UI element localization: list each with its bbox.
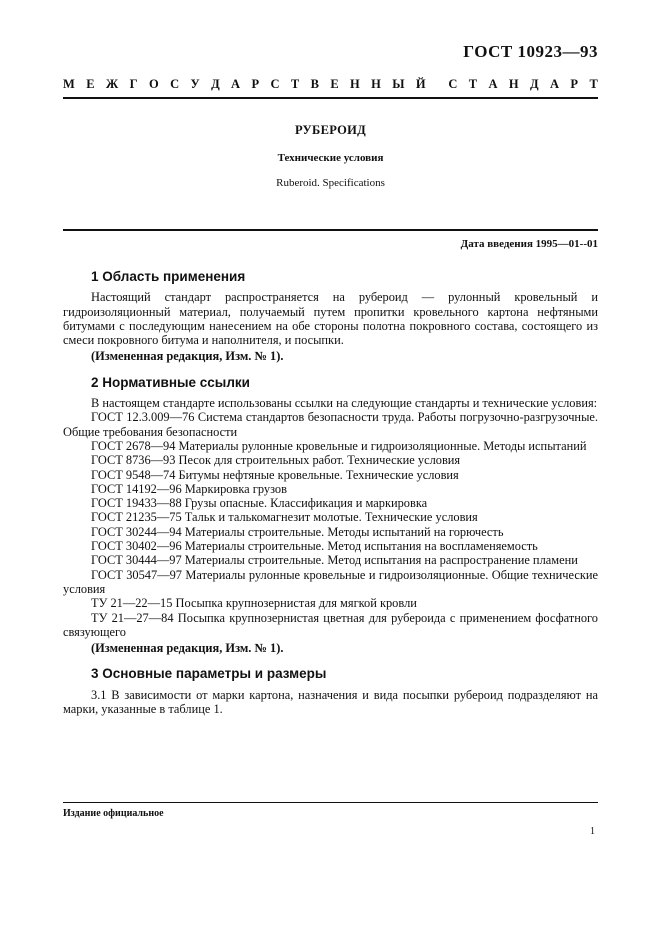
banner-letter: Г — [129, 77, 138, 91]
banner-letter: С — [448, 77, 458, 91]
banner-letter: С — [270, 77, 280, 91]
reference-item: ГОСТ 30244—94 Материалы строительные. Методы испытаний на горючесть — [91, 524, 504, 539]
section-1-amendment-note: (Измененная редакция, Изм. № 1). — [91, 349, 284, 364]
banner-letter: А — [550, 77, 560, 91]
title-rule — [63, 229, 598, 231]
reference-item: ГОСТ 9548—74 Битумы нефтяные кровельные. Технические условия — [91, 467, 459, 482]
header-rule — [63, 97, 598, 99]
section-2-intro: В настоящем стандарте использованы ссылки на следующие стандарты и технические условия: — [91, 396, 598, 411]
banner-letter: Д — [211, 77, 220, 91]
banner-letter: С — [170, 77, 180, 91]
banner-letter: Р — [251, 77, 260, 91]
standard-number: ГОСТ 10923—93 — [463, 42, 598, 61]
section-2-amendment-note: (Измененная редакция, Изм. № 1). — [91, 641, 284, 656]
section-3-heading: 3 Основные параметры и размеры — [91, 666, 327, 682]
banner-letter: Е — [330, 77, 339, 91]
document-title: РУБЕРОИД — [294, 123, 367, 137]
date-introduced: Дата введения 1995—01--01 — [460, 238, 598, 250]
banner-letter: У — [190, 77, 200, 91]
document-title-english: Ruberoid. Specifications — [276, 177, 385, 189]
banner-letter: Т — [290, 77, 300, 91]
banner-letter: Н — [371, 77, 381, 91]
banner-letter: В — [310, 77, 319, 91]
reference-item: ГОСТ 14192—96 Маркировка грузов — [91, 481, 287, 496]
banner-letter: Н — [350, 77, 360, 91]
banner-letter: Й — [415, 77, 426, 91]
document-subtitle: Технические условия — [277, 152, 384, 164]
banner-letter: Ж — [105, 77, 119, 91]
reference-item: ГОСТ 30547—97 Материалы рулонные кровельные и гидроизоляционные. Общие технические условия — [63, 567, 598, 596]
banner-letter: О — [148, 77, 159, 91]
official-edition-label: Издание официальное — [63, 808, 164, 819]
reference-item: ГОСТ 12.3.009—76 Система стандартов безопасности труда. Работы погрузочно-разгрузочные. Общие требования безопасности — [63, 410, 598, 439]
banner-letter: Р — [570, 77, 579, 91]
reference-item: ГОСТ 2678—94 Материалы рулонные кровельные и гидроизоляционные. Методы испытаний — [91, 438, 587, 453]
document-body — [63, 270, 598, 716]
reference-item: ГОСТ 21235—75 Тальк и талькомагнезит молотые. Технические условия — [91, 510, 478, 525]
section-3-paragraph: 3.1 В зависимости от марки картона, назначения и вида посыпки рубероид подразделяют на марки, указанные в таблице 1. — [63, 687, 598, 717]
banner-letter: Н — [508, 77, 519, 91]
footer-rule — [63, 802, 598, 803]
banner-letter: Т — [589, 77, 598, 91]
page-number: 1 — [590, 826, 595, 837]
reference-item: ТУ 21—27—84 Посыпка крупнозернистая цветная для рубероида с применением фосфатного связующего — [63, 610, 598, 639]
reference-item: ГОСТ 30402—96 Материалы строительные. Метод испытания на воспламеняемость — [91, 539, 538, 554]
banner-letter: Д — [530, 77, 539, 91]
banner-letter: Т — [468, 77, 478, 91]
banner-letter: М — [63, 77, 75, 91]
banner-letter: А — [488, 77, 498, 91]
section-2-heading: 2 Нормативные ссылки — [91, 374, 250, 390]
reference-item: ГОСТ 8736—93 Песок для строительных работ. Технические условия — [91, 453, 461, 468]
reference-item: ГОСТ 30444—97 Материалы строительные. Метод испытания на распространение пламени — [91, 553, 578, 568]
reference-item: ТУ 21—22—15 Посыпка крупнозернистая для мягкой кровли — [91, 596, 417, 611]
banner-letter: А — [231, 77, 241, 91]
banner-letter: Е — [86, 77, 95, 91]
section-1-paragraph: Настоящий стандарт распространяется на рубероид — рулонный кровельный и гидроизоляционный материал, получаемый путем пропитки кровельного картона нефтяными битумами с последующим нанесением на обе стороны полотна покровного состава, состоящего из смеси покровного битума и наполнителя, и посыпки. — [63, 290, 598, 348]
reference-item: ГОСТ 19433—88 Грузы опасные. Классификация и маркировка — [91, 496, 428, 511]
interstate-standard-banner — [63, 77, 598, 92]
banner-letter: Ы — [392, 77, 405, 91]
section-1-heading: 1 Область применения — [91, 269, 246, 284]
